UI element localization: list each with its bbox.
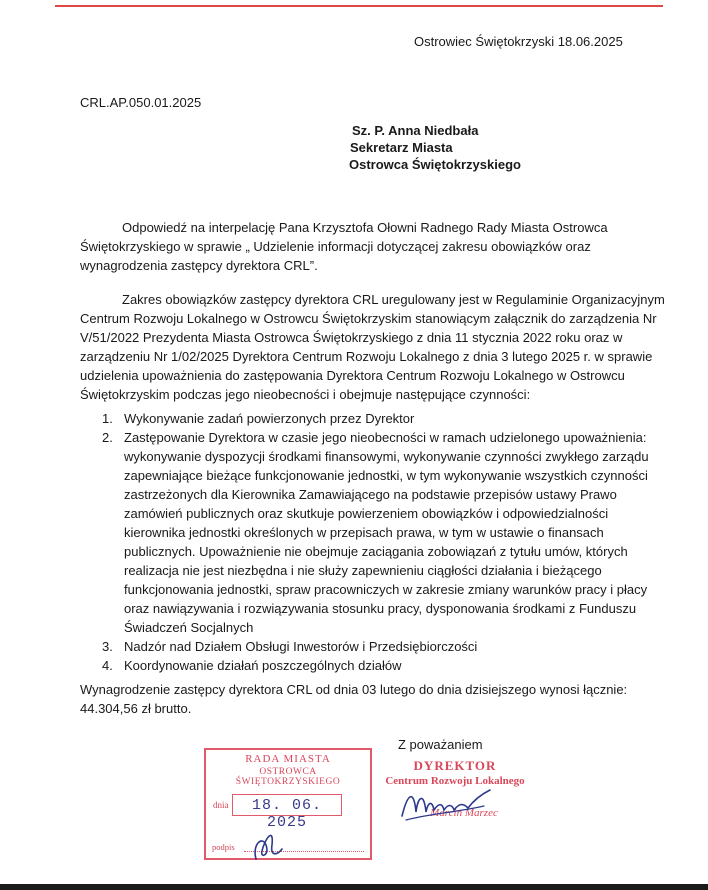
scan-bottom-edge	[0, 884, 708, 890]
duty-line: zapewniające bieżące funkcjonowanie jednostki, w tym wykonywanie wszystkich czynności	[124, 468, 648, 483]
intro-line: Odpowiedź na interpelację Pana Krzysztofa Ołowni Radnego Rady Miasta Ostrowca	[122, 220, 608, 235]
duty-line: zastrzeżonych dla Kierownika Zamawiającego na podstawie przepisów ustawy Prawo	[124, 487, 617, 502]
duties-list	[102, 409, 649, 675]
duty-line: funkcjonowania jednostki, spraw pracowniczych w zakresie zmiany warunków pracy i płacy	[124, 582, 648, 597]
duty-item	[102, 409, 649, 428]
intro-line: Świętokrzyskiego w sprawie „ Udzielenie informacji dotyczącej zakresu obowiązków oraz	[80, 239, 591, 254]
stamp-signature-label: podpis	[212, 842, 235, 852]
duty-line: oraz nawiązywania i rozwiązywania stosunku pracy, dysponowania środkami z Funduszu	[124, 601, 637, 616]
stamp-date-label: dnia	[213, 800, 229, 810]
recipient-role: Sekretarz Miasta	[350, 140, 453, 155]
place-date: Ostrowiec Świętokrzyski 18.06.2025	[414, 34, 623, 49]
stamp-signature-icon	[248, 815, 288, 865]
duty-line: Świadczeń Socjalnych	[124, 620, 254, 635]
recipient-city: Ostrowca Świętokrzyskiego	[349, 157, 521, 172]
duty-number: 4.	[102, 658, 113, 673]
salary-line: Wynagrodzenie zastępcy dyrektora CRL od dnia 03 lutego do dnia dzisiejszego wynosi łącznie:	[80, 682, 628, 697]
scope-line: zarządzeniu Nr 1/02/2025 Dyrektora Centrum Rozwoju Lokalnego z dnia 3 lutego 2025 r. w sprawie	[80, 349, 653, 364]
scope-line: Centrum Rozwoju Lokalnego w Ostrowcu Świętokrzyskim stanowiącym załącznik do zarządzenia Nr	[80, 311, 657, 326]
scope-paragraph	[80, 290, 665, 404]
duty-line: zamówień publicznych oraz skutkuje powierzeniem obowiązków i odpowiedzialności	[124, 506, 609, 521]
duty-number: 3.	[102, 639, 113, 654]
duty-item	[102, 656, 649, 675]
duty-line: wykonywanie dyspozycji środkami finansowymi, wykonywanie czynności zwykłego zarządu	[124, 449, 649, 464]
duty-number: 2.	[102, 430, 113, 445]
director-signature-icon	[398, 782, 498, 826]
scope-line: V/51/2022 Prezydenta Miasta Ostrowca Świętokrzyskiego z dnia 11 stycznia 2022 roku oraz w	[80, 330, 623, 345]
duty-line: Nadzór nad Działem Obsługi Inwestorów i Przedsiębiorczości	[124, 639, 478, 654]
closing-phrase: Z poważaniem	[398, 737, 483, 752]
recipient-name: Sz. P. Anna Niedbała	[352, 123, 479, 138]
stamp-organization: OSTROWCA ŚWIĘTOKRZYSKIEGO	[235, 767, 341, 787]
top-red-rule	[55, 5, 663, 7]
seal-director-name: Marcin Marzec	[430, 807, 498, 819]
duty-line: Koordynowanie działań poszczególnych działów	[124, 658, 402, 673]
intro-line: wynagrodzenia zastępcy dyrektora CRL”.	[80, 258, 318, 273]
duty-line: publicznych. Upoważnienie nie obejmuje zaciągania zobowiązań z tytułu umów, których	[124, 544, 628, 559]
stamp-date: 18. 06. 2025	[251, 797, 322, 831]
duty-item	[102, 428, 649, 637]
seal-title: DYREKTOR	[413, 758, 497, 773]
scope-line: Świętokrzyskim podczas jego nieobecności i obejmuje następujące czynności:	[80, 387, 531, 402]
duty-line: realizacja nie jest niezbędna i nie służy zapewnieniu ciągłości działania i bieżącego	[124, 563, 602, 578]
stamp-date-box	[232, 794, 342, 831]
salary-line: 44.304,56 zł brutto.	[80, 701, 192, 716]
duty-line: kierownika jednostki określonych w przepisach prawa, w tym w ustawie o finansach	[124, 525, 604, 540]
duty-line: Zastępowanie Dyrektora w czasie jego nieobecności w ramach udzielonego upoważnienia:	[124, 430, 647, 445]
scope-line: udzielenia upoważnienia do zastępowania Dyrektora Centrum Rozwoju Lokalnego w Ostrowcu	[80, 368, 625, 383]
scope-line: Zakres obowiązków zastępcy dyrektora CRL uregulowany jest w Regulaminie Organizacyjnym	[122, 292, 665, 307]
stamp-title: RADA MIASTA	[245, 753, 331, 765]
intro-paragraph	[80, 218, 608, 275]
duty-number: 1.	[102, 411, 113, 426]
reference-number: CRL.AP.050.01.2025	[80, 95, 202, 110]
duty-line: Wykonywanie zadań powierzonych przez Dyrektor	[124, 411, 415, 426]
duty-item	[102, 637, 649, 656]
salary-paragraph	[80, 680, 627, 718]
receipt-stamp	[204, 748, 372, 860]
seal-organization: Centrum Rozwoju Lokalnego	[385, 775, 525, 787]
